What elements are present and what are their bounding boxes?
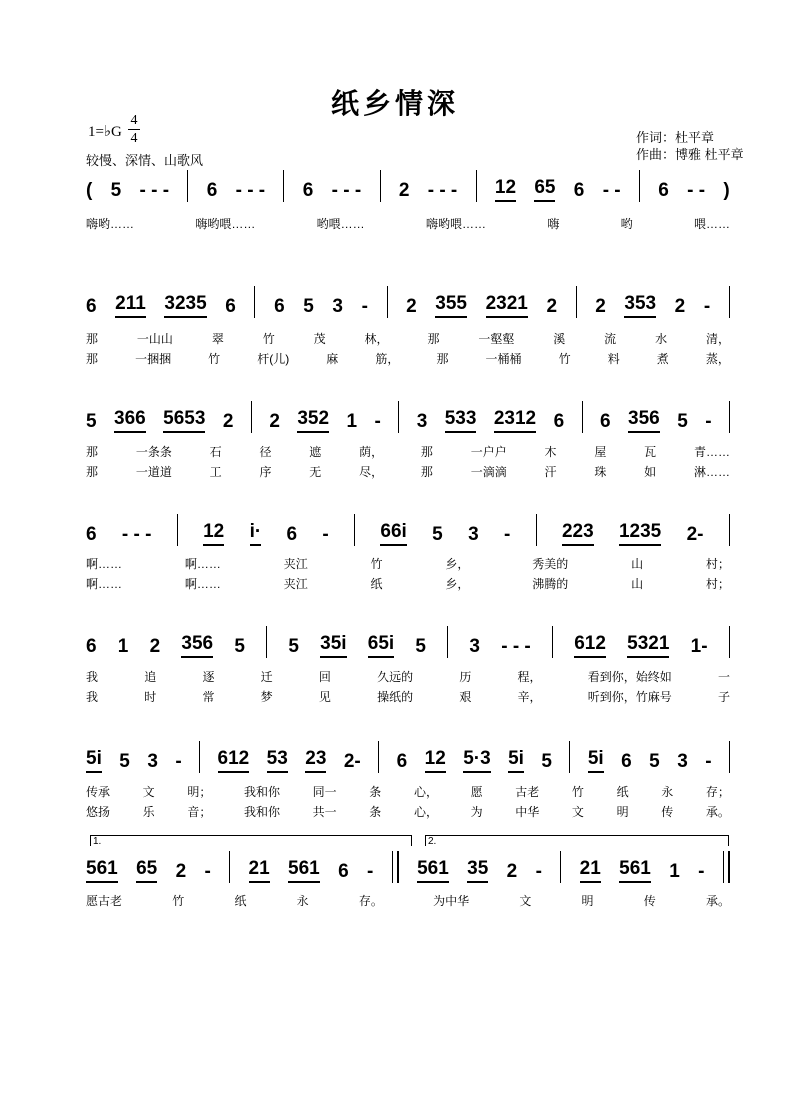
- lyric-line-1: [86, 784, 730, 800]
- note-group: 5: [119, 751, 130, 772]
- lyric-syllable: 料: [607, 352, 620, 366]
- note-group: 1: [117, 636, 129, 657]
- lyric-syllable: 屋: [594, 445, 607, 459]
- lyric-syllable: 回: [318, 670, 331, 684]
- lyric-syllable: 竹: [558, 352, 571, 366]
- volta-ending-1: 1.: [90, 835, 412, 846]
- lyric-syllable: 历: [459, 670, 472, 684]
- lyric-syllable: 啊……: [184, 577, 221, 591]
- note-group: 533: [445, 408, 477, 433]
- note-group: 3: [468, 524, 479, 545]
- lyric-syllable: 嗨: [547, 217, 560, 231]
- barline: [251, 401, 252, 433]
- lyric-syllable: 一滴滴: [470, 465, 507, 479]
- lyric-syllable: 那: [86, 445, 99, 459]
- lyric-syllable: 村；: [705, 557, 730, 571]
- note-group: 65i: [368, 633, 394, 658]
- note-group: 3: [416, 411, 428, 432]
- note-group: 2-: [686, 524, 704, 545]
- lyric-syllable: 筋，: [375, 352, 400, 366]
- lyric-syllable: 一道道: [135, 465, 172, 479]
- lyric-syllable: 纸: [370, 577, 383, 591]
- note-group: 6: [338, 861, 349, 882]
- note-group: 6: [206, 180, 218, 201]
- lyric-syllable: 音；: [187, 805, 212, 819]
- lyric-line-2: [86, 351, 730, 367]
- note-group: 35: [467, 858, 488, 883]
- lyric-syllable: 啊……: [86, 557, 123, 571]
- note-group: 6: [396, 751, 408, 772]
- lyric-syllable: 清，: [705, 332, 730, 346]
- lyric-line-1: [86, 331, 730, 347]
- note-group: 1: [669, 861, 680, 882]
- lyric-syllable: 哟喂……: [316, 217, 365, 231]
- note-group: 5: [110, 180, 122, 201]
- note-group: 12: [425, 748, 446, 773]
- lyric-syllable: 那: [427, 332, 440, 346]
- lyric-syllable: 我: [86, 670, 99, 684]
- note-group: 353: [624, 293, 656, 318]
- note-group: 12: [495, 177, 516, 202]
- lyric-syllable: 喂……: [693, 217, 730, 231]
- lyric-syllable: 竹: [571, 785, 584, 799]
- lyric-syllable: 条: [369, 785, 382, 799]
- lyric-syllable: 乡，: [445, 557, 470, 571]
- note-group: 21: [580, 858, 601, 883]
- lyric-syllable: 存；: [705, 785, 730, 799]
- lyric-syllable: 子: [717, 690, 730, 704]
- lyric-syllable: 一壑壑: [478, 332, 515, 346]
- note-group: 5i: [86, 748, 102, 773]
- lyric-syllable: 明: [581, 894, 594, 908]
- notation-line: [86, 857, 730, 883]
- lyric-syllable: 石: [209, 445, 222, 459]
- note-group: -: [705, 411, 712, 432]
- note-group: -: [374, 411, 381, 432]
- lyric-syllable: 追: [144, 670, 157, 684]
- note-group: 5: [677, 411, 688, 432]
- key-signature: 1=♭G: [88, 124, 122, 140]
- lyric-syllable: 汗: [544, 465, 557, 479]
- lyric-syllable: 乡，: [445, 577, 470, 591]
- lyric-syllable: 珠: [594, 465, 607, 479]
- lyric-line-1: [86, 216, 730, 232]
- lyric-syllable: 见: [318, 690, 331, 704]
- note-group: 21: [249, 858, 270, 883]
- note-group: 366: [114, 408, 146, 433]
- lyric-syllable: 无: [309, 465, 322, 479]
- lyric-syllable: 为中华: [433, 894, 470, 908]
- lyric-syllable: 淋……: [693, 465, 730, 479]
- note-group: -: [535, 861, 542, 882]
- lyric-syllable: 永: [661, 785, 674, 799]
- lyric-syllable: 中华: [515, 805, 540, 819]
- note-group: 5i: [508, 748, 524, 773]
- note-group: 6: [225, 296, 236, 317]
- note-group: - - -: [331, 180, 362, 201]
- note-group: 6: [286, 524, 298, 545]
- meter-bottom: 4: [130, 131, 138, 146]
- barline: [378, 741, 379, 773]
- note-group: 6: [553, 411, 565, 432]
- note-group: 2: [506, 861, 518, 882]
- lyric-syllable: 看到你，始终如: [587, 670, 672, 684]
- lyric-syllable: 为: [470, 805, 483, 819]
- lyric-syllable: 如: [644, 465, 657, 479]
- lyric-syllable: 一桶桶: [485, 352, 522, 366]
- lyric-syllable: 茂: [313, 332, 326, 346]
- lyric-syllable: 同一: [312, 785, 337, 799]
- note-group: 356: [628, 408, 660, 433]
- note-group: 6: [658, 180, 669, 201]
- note-group: 223: [562, 521, 594, 546]
- lyric-syllable: 瓦: [644, 445, 657, 459]
- lyric-syllable: 一户户: [470, 445, 507, 459]
- lyric-syllable: 山: [631, 577, 644, 591]
- barline: [576, 286, 577, 318]
- lyric-syllable: 我和你: [243, 785, 280, 799]
- lyric-syllable: 操纸的: [377, 690, 414, 704]
- note-group: 561: [288, 858, 320, 883]
- lyric-syllable: 辛，: [517, 690, 542, 704]
- note-group: 561: [86, 858, 118, 883]
- barline: [729, 741, 730, 773]
- note-group: 3: [332, 296, 343, 317]
- lyric-syllable: 那: [420, 465, 433, 479]
- lyric-syllable: 永: [296, 894, 309, 908]
- note-group: 6: [621, 751, 632, 772]
- lyric-syllable: 煮: [656, 352, 669, 366]
- note-group: 1-: [690, 636, 708, 657]
- lyric-syllable: 那: [86, 465, 99, 479]
- lyric-syllable: 条: [369, 805, 382, 819]
- notation-line: [86, 407, 730, 433]
- note-group: -: [503, 524, 511, 545]
- note-group: 5: [415, 636, 426, 657]
- lyric-syllable: 翠: [211, 332, 224, 346]
- note-group: 2: [546, 296, 558, 317]
- note-group: i·: [250, 521, 262, 546]
- lyric-syllable: 流: [604, 332, 617, 346]
- lyric-syllable: 承。: [705, 894, 730, 908]
- lyric-syllable: 秀美的: [532, 557, 569, 571]
- barline: [177, 514, 178, 546]
- lyric-syllable: 溪: [553, 332, 566, 346]
- lyric-syllable: 文: [571, 805, 584, 819]
- lyric-syllable: 一条条: [135, 445, 172, 459]
- meter-top: 4: [130, 113, 138, 128]
- note-group: 2321: [486, 293, 528, 318]
- lyric-syllable: 工: [209, 465, 222, 479]
- note-group: -: [367, 861, 374, 882]
- note-group: -: [361, 296, 368, 317]
- lyric-syllable: 村；: [705, 577, 730, 591]
- volta-ending-2: 2.: [425, 835, 729, 846]
- lyricist-credit: 作词：杜平章: [636, 130, 715, 145]
- lyric-syllable: 心，: [413, 785, 438, 799]
- note-group: 5321: [627, 633, 669, 658]
- note-group: 6: [274, 296, 285, 317]
- note-group: 355: [435, 293, 467, 318]
- note-group: 65: [534, 177, 555, 202]
- lyric-syllable: 竹: [370, 557, 383, 571]
- meter-line: [128, 129, 140, 130]
- lyric-line-1: [86, 444, 730, 460]
- lyric-syllable: 共一: [312, 805, 337, 819]
- note-group: - -: [602, 180, 621, 201]
- barline: [447, 626, 448, 658]
- note-group: 12: [203, 521, 224, 546]
- note-group: 356: [181, 633, 213, 658]
- lyric-syllable: 存。: [358, 894, 383, 908]
- lyric-line-2: [86, 576, 730, 592]
- note-group: 5: [649, 751, 660, 772]
- note-group: 6: [302, 180, 314, 201]
- notation-line: [86, 176, 730, 202]
- note-group: 2: [175, 861, 187, 882]
- lyric-syllable: 久远的: [377, 670, 414, 684]
- note-group: 6: [86, 636, 97, 657]
- lyric-syllable: 听到你，竹麻号: [587, 690, 672, 704]
- lyric-syllable: 一捆捆: [135, 352, 172, 366]
- notation-line: [86, 632, 730, 658]
- lyric-line-1: [86, 669, 730, 685]
- barline: [380, 170, 381, 202]
- lyric-syllable: 木: [544, 445, 557, 459]
- note-group: 2: [674, 296, 686, 317]
- lyric-syllable: 悠扬: [86, 805, 111, 819]
- lyric-syllable: 乐: [142, 805, 155, 819]
- note-group: 6: [573, 180, 585, 201]
- note-group: 5: [541, 751, 552, 772]
- lyric-syllable: 荫，: [359, 445, 384, 459]
- lyric-syllable: 径: [259, 445, 272, 459]
- lyric-line-1: [86, 556, 730, 572]
- lyric-syllable: 程，: [517, 670, 542, 684]
- note-group: 66i: [380, 521, 406, 546]
- lyric-line-1: [86, 893, 730, 909]
- note-group: - - -: [121, 524, 152, 545]
- lyric-syllable: 常: [202, 690, 215, 704]
- note-group: 612: [218, 748, 250, 773]
- lyric-syllable: 一: [717, 670, 730, 684]
- barline: [354, 514, 355, 546]
- note-group: -: [705, 751, 712, 772]
- note-group: 2: [406, 296, 417, 317]
- lyric-syllable: 竹: [172, 894, 185, 908]
- lyric-line-2: [86, 464, 730, 480]
- lyric-syllable: 我: [86, 690, 99, 704]
- note-group: 2: [595, 296, 606, 317]
- lyric-syllable: 愿古老: [86, 894, 123, 908]
- lyric-syllable: 竹: [262, 332, 275, 346]
- note-group: 3: [677, 751, 688, 772]
- lyric-syllable: 山: [631, 557, 644, 571]
- barline: [283, 170, 284, 202]
- lyric-syllable: 传承: [86, 785, 111, 799]
- note-group: 6: [86, 524, 97, 545]
- barline: [187, 170, 188, 202]
- note-group: -: [322, 524, 329, 545]
- note-group: 65: [136, 858, 157, 883]
- notation-line: [86, 520, 730, 546]
- note-group: 5: [432, 524, 443, 545]
- note-group: 35i: [320, 633, 346, 658]
- lyric-syllable: 时: [144, 690, 157, 704]
- double-barline: [392, 851, 399, 883]
- tempo-marking: 较慢、深情、山歌风: [86, 153, 204, 168]
- note-group: 2312: [494, 408, 536, 433]
- barline: [266, 626, 267, 658]
- barline: [199, 741, 200, 773]
- lyric-syllable: 嗨哟喂……: [195, 217, 256, 231]
- lyric-syllable: 心，: [413, 805, 438, 819]
- note-group: 5653: [163, 408, 205, 433]
- note-group: - - -: [235, 180, 266, 201]
- barline: [729, 626, 730, 658]
- note-group: 5: [303, 296, 314, 317]
- note-group: - - -: [427, 180, 458, 201]
- note-group: 2-: [343, 751, 361, 772]
- note-group: 5i: [588, 748, 604, 773]
- lyric-syllable: 麻: [326, 352, 339, 366]
- lyric-syllable: 明: [616, 805, 629, 819]
- song-title: 纸乡情深: [330, 87, 459, 120]
- note-group: 3235: [164, 293, 206, 318]
- note-group: 1: [346, 411, 358, 432]
- lyric-syllable: 哟: [620, 217, 633, 231]
- lyric-syllable: 遮: [309, 445, 322, 459]
- notation-line: [86, 747, 730, 773]
- note-group: 561: [619, 858, 651, 883]
- barline: [582, 401, 583, 433]
- note-group: 211: [115, 293, 146, 318]
- barline: [729, 286, 730, 318]
- lyric-syllable: 序: [259, 465, 272, 479]
- note-group: 1235: [619, 521, 661, 546]
- note-group: 2: [222, 411, 234, 432]
- composer-credit: 作曲：博雅 杜平章: [636, 147, 744, 162]
- lyric-syllable: 沸腾的: [532, 577, 569, 591]
- note-group: 2: [269, 411, 280, 432]
- note-group: ): [723, 180, 730, 201]
- barline: [387, 286, 388, 318]
- note-group: 2: [149, 636, 161, 657]
- note-group: 6: [600, 411, 611, 432]
- note-group: -: [703, 296, 711, 317]
- note-group: 23: [305, 748, 326, 773]
- lyric-syllable: 古老: [515, 785, 540, 799]
- note-group: - -: [687, 180, 706, 201]
- lyric-syllable: 啊……: [86, 577, 123, 591]
- barline: [729, 401, 730, 433]
- note-group: - - -: [139, 180, 170, 201]
- lyric-syllable: 尽，: [359, 465, 384, 479]
- time-signature: [128, 113, 140, 146]
- lyric-syllable: 艰: [459, 690, 472, 704]
- barline: [560, 851, 561, 883]
- barline: [476, 170, 477, 202]
- lyric-syllable: 啊……: [184, 557, 221, 571]
- lyric-syllable: 迁: [260, 670, 273, 684]
- lyric-syllable: 一山山: [136, 332, 173, 346]
- note-group: 5: [234, 636, 245, 657]
- lyric-syllable: 青……: [693, 445, 730, 459]
- lyric-syllable: 嗨哟……: [86, 217, 135, 231]
- double-barline: [723, 851, 730, 883]
- note-group: 352: [297, 408, 329, 433]
- lyric-syllable: 杆(儿): [257, 352, 290, 366]
- lyric-syllable: 夹江: [283, 557, 308, 571]
- barline: [639, 170, 640, 202]
- barline: [229, 851, 230, 883]
- note-group: (: [86, 180, 93, 201]
- barline: [729, 514, 730, 546]
- note-group: -: [698, 861, 705, 882]
- lyric-syllable: 那: [86, 352, 99, 366]
- lyric-syllable: 那: [86, 332, 99, 346]
- note-group: - - -: [501, 636, 531, 657]
- barline: [569, 741, 570, 773]
- lyric-syllable: 传: [643, 894, 656, 908]
- lyric-syllable: 蒸，: [705, 352, 730, 366]
- note-group: 53: [267, 748, 288, 773]
- lyric-syllable: 夹江: [283, 577, 308, 591]
- note-group: 5: [86, 411, 97, 432]
- note-group: 612: [574, 633, 606, 658]
- lyric-syllable: 那: [436, 352, 449, 366]
- lyric-syllable: 我和你: [243, 805, 280, 819]
- lyric-syllable: 文: [519, 894, 532, 908]
- lyric-syllable: 水: [655, 332, 668, 346]
- barline: [254, 286, 255, 318]
- notation-line: [86, 292, 730, 318]
- lyric-line-2: [86, 689, 730, 705]
- lyric-syllable: 梦: [260, 690, 273, 704]
- lyric-syllable: 文: [142, 785, 155, 799]
- lyric-syllable: 承。: [705, 805, 730, 819]
- note-group: 561: [417, 858, 449, 883]
- lyric-syllable: 林，: [364, 332, 389, 346]
- barline: [536, 514, 537, 546]
- lyric-syllable: 逐: [202, 670, 215, 684]
- note-group: -: [204, 861, 211, 882]
- note-group: 5: [288, 636, 299, 657]
- lyric-syllable: 纸: [234, 894, 247, 908]
- lyric-syllable: 明；: [187, 785, 212, 799]
- note-group: 3: [147, 751, 158, 772]
- note-group: 2: [398, 180, 410, 201]
- barline: [552, 626, 553, 658]
- note-group: 5·3: [463, 748, 490, 773]
- lyric-syllable: 纸: [616, 785, 629, 799]
- lyric-syllable: 嗨哟喂……: [425, 217, 486, 231]
- barline: [398, 401, 399, 433]
- lyric-syllable: 愿: [470, 785, 483, 799]
- lyric-syllable: 那: [420, 445, 433, 459]
- note-group: -: [175, 751, 182, 772]
- lyric-syllable: 竹: [208, 352, 221, 366]
- lyric-syllable: 传: [661, 805, 674, 819]
- note-group: 6: [86, 296, 97, 317]
- note-group: 3: [469, 636, 480, 657]
- lyric-line-2: [86, 804, 730, 820]
